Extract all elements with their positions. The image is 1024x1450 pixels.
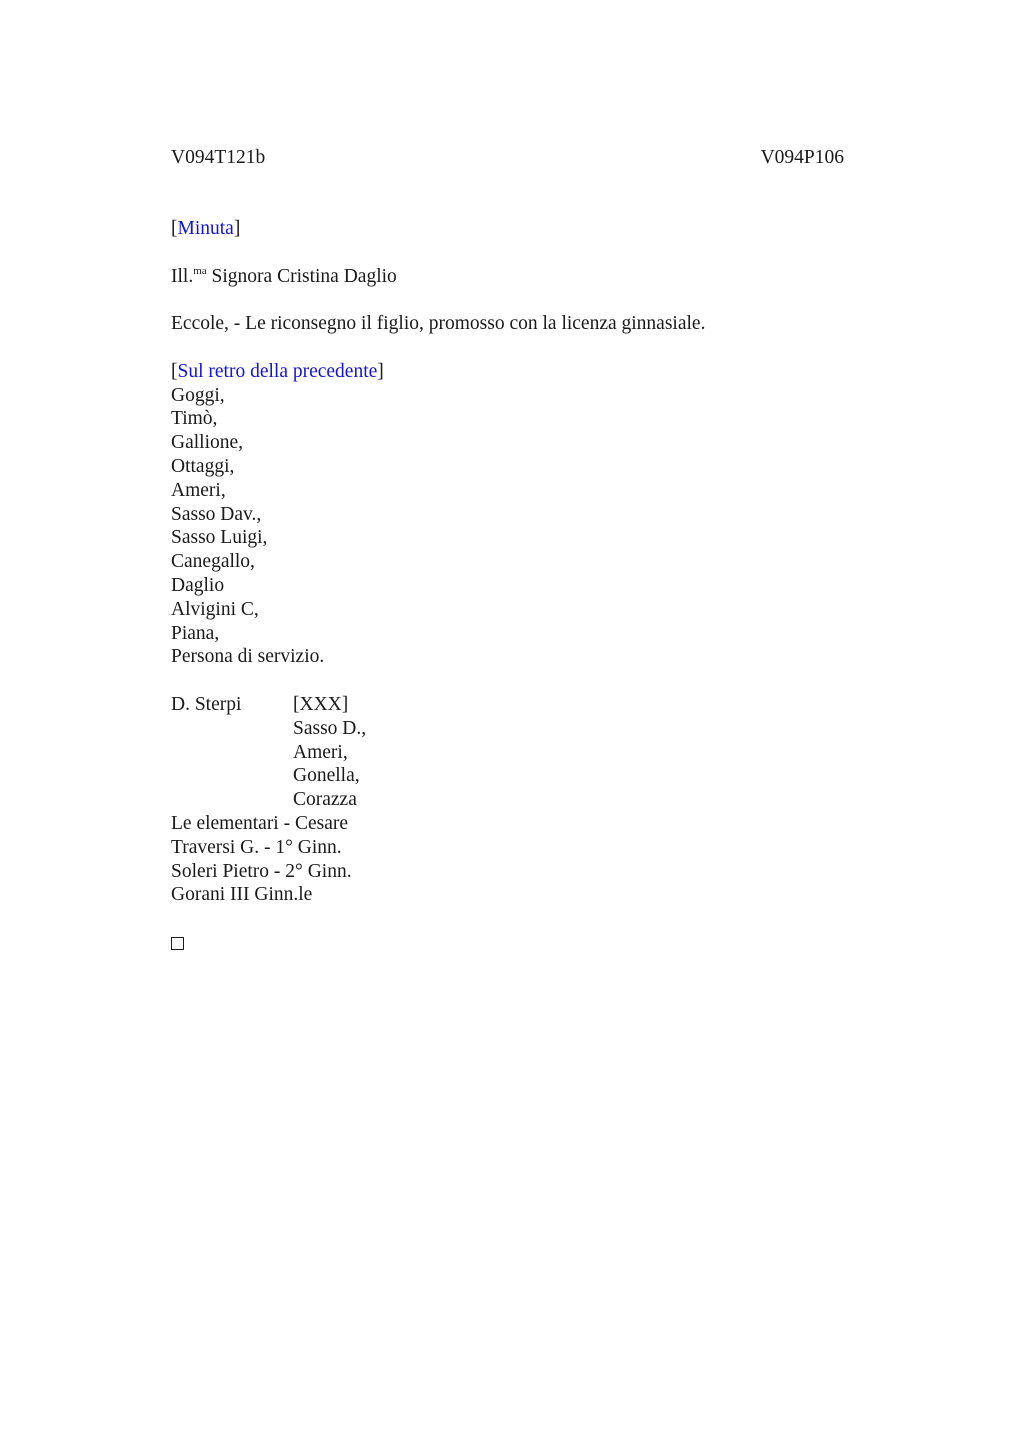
list-item: Goggi, (171, 384, 225, 406)
letter-body (171, 217, 871, 955)
document-code-left: V094T121b (171, 147, 266, 168)
list-item: Sasso D., (293, 717, 367, 739)
address-line: Ill.$^{ma}$ Signora Cristina Daglio (171, 264, 397, 287)
list-item: Le elementari - Cesare (171, 812, 349, 834)
list-item: Sasso Luigi, (171, 527, 268, 549)
list-item: Ottaggi, (171, 455, 235, 477)
sterpi-label: D. Sterpi (171, 693, 242, 715)
classes-list (171, 812, 871, 907)
retro-label: Sul retro della precedente (177, 360, 378, 382)
retro-note: [Sul retro della precedente] (171, 360, 384, 382)
message-line: Eccole, - Le riconsegno il figlio, promosso con la licenza ginnasiale. (171, 313, 706, 335)
list-item: Canegallo, (171, 551, 255, 573)
list-item: Ameri, (171, 479, 226, 501)
list-item: Timò, (171, 408, 218, 430)
names-list (171, 384, 871, 670)
minuta-note: [Minuta] (171, 218, 241, 239)
list-item: Traversi G. - 1° Ginn. (171, 836, 342, 858)
list-item: Daglio (171, 574, 225, 596)
list-item: Corazza (293, 789, 357, 811)
list-item: [XXX] (293, 693, 349, 715)
list-item: Ameri, (293, 741, 348, 763)
list-item: Alvigini C, (171, 598, 259, 620)
list-item: Gonella, (293, 765, 360, 787)
list-item: Gallione, (171, 432, 244, 454)
minuta-label: Minuta (177, 218, 234, 239)
document-code-right: V094P106 (760, 147, 844, 168)
list-item: Sasso Dav., (171, 503, 262, 525)
list-item: Gorani III Ginn.le (171, 884, 313, 906)
sterpi-entries (293, 693, 366, 812)
address-superscript: ma (193, 264, 207, 277)
sterpi-group (171, 693, 871, 812)
list-item: Persona di servizio. (171, 646, 325, 668)
list-item: Soleri Pietro - 2° Ginn. (171, 860, 352, 882)
empty-square-icon (171, 937, 184, 950)
list-item: Piana, (171, 622, 220, 644)
